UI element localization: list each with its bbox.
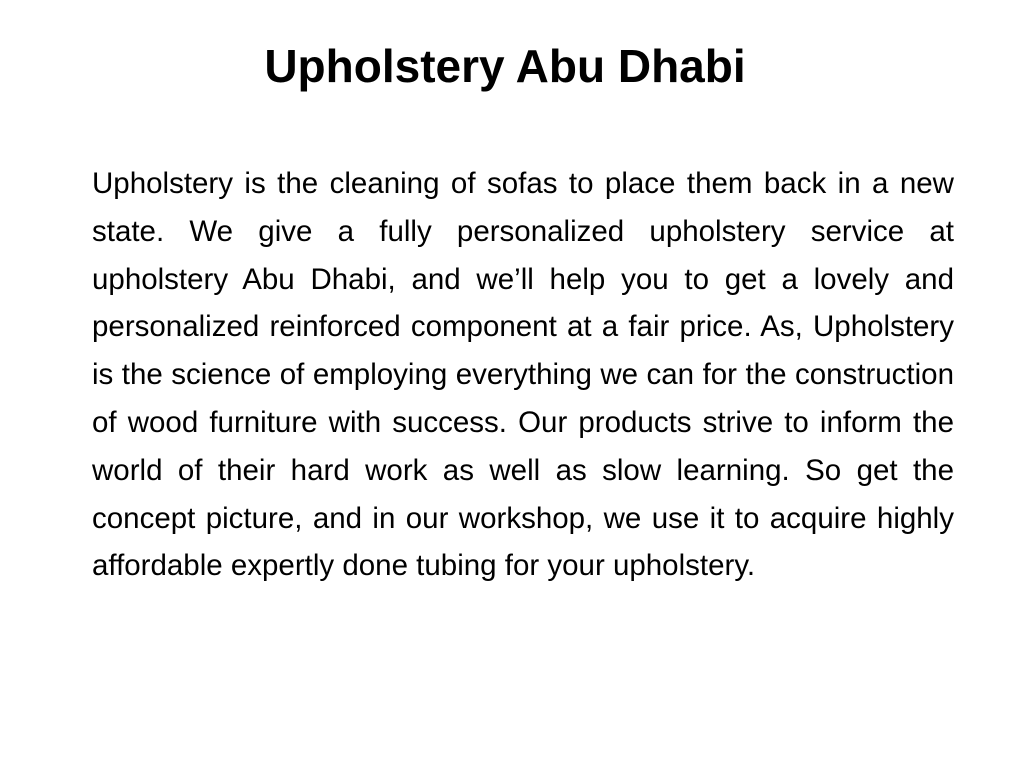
slide-title: Upholstery Abu Dhabi [264, 40, 746, 92]
slide-body-text: Upholstery is the cleaning of sofas to place them back in a new state. We give a fully personalized upholstery service at upholstery Abu Dhabi, and we’ll help you to get a lovely and personalized reinforced component at a fair price. As, Upholstery is the science of employing everything we can for the construction of wood furniture with success. Our products strive to inform the world of their hard work as well as slow learning. So get the concept picture, and in our workshop, we use it to acquire highly affordable expertly done tubing for your upholstery. [92, 167, 954, 583]
